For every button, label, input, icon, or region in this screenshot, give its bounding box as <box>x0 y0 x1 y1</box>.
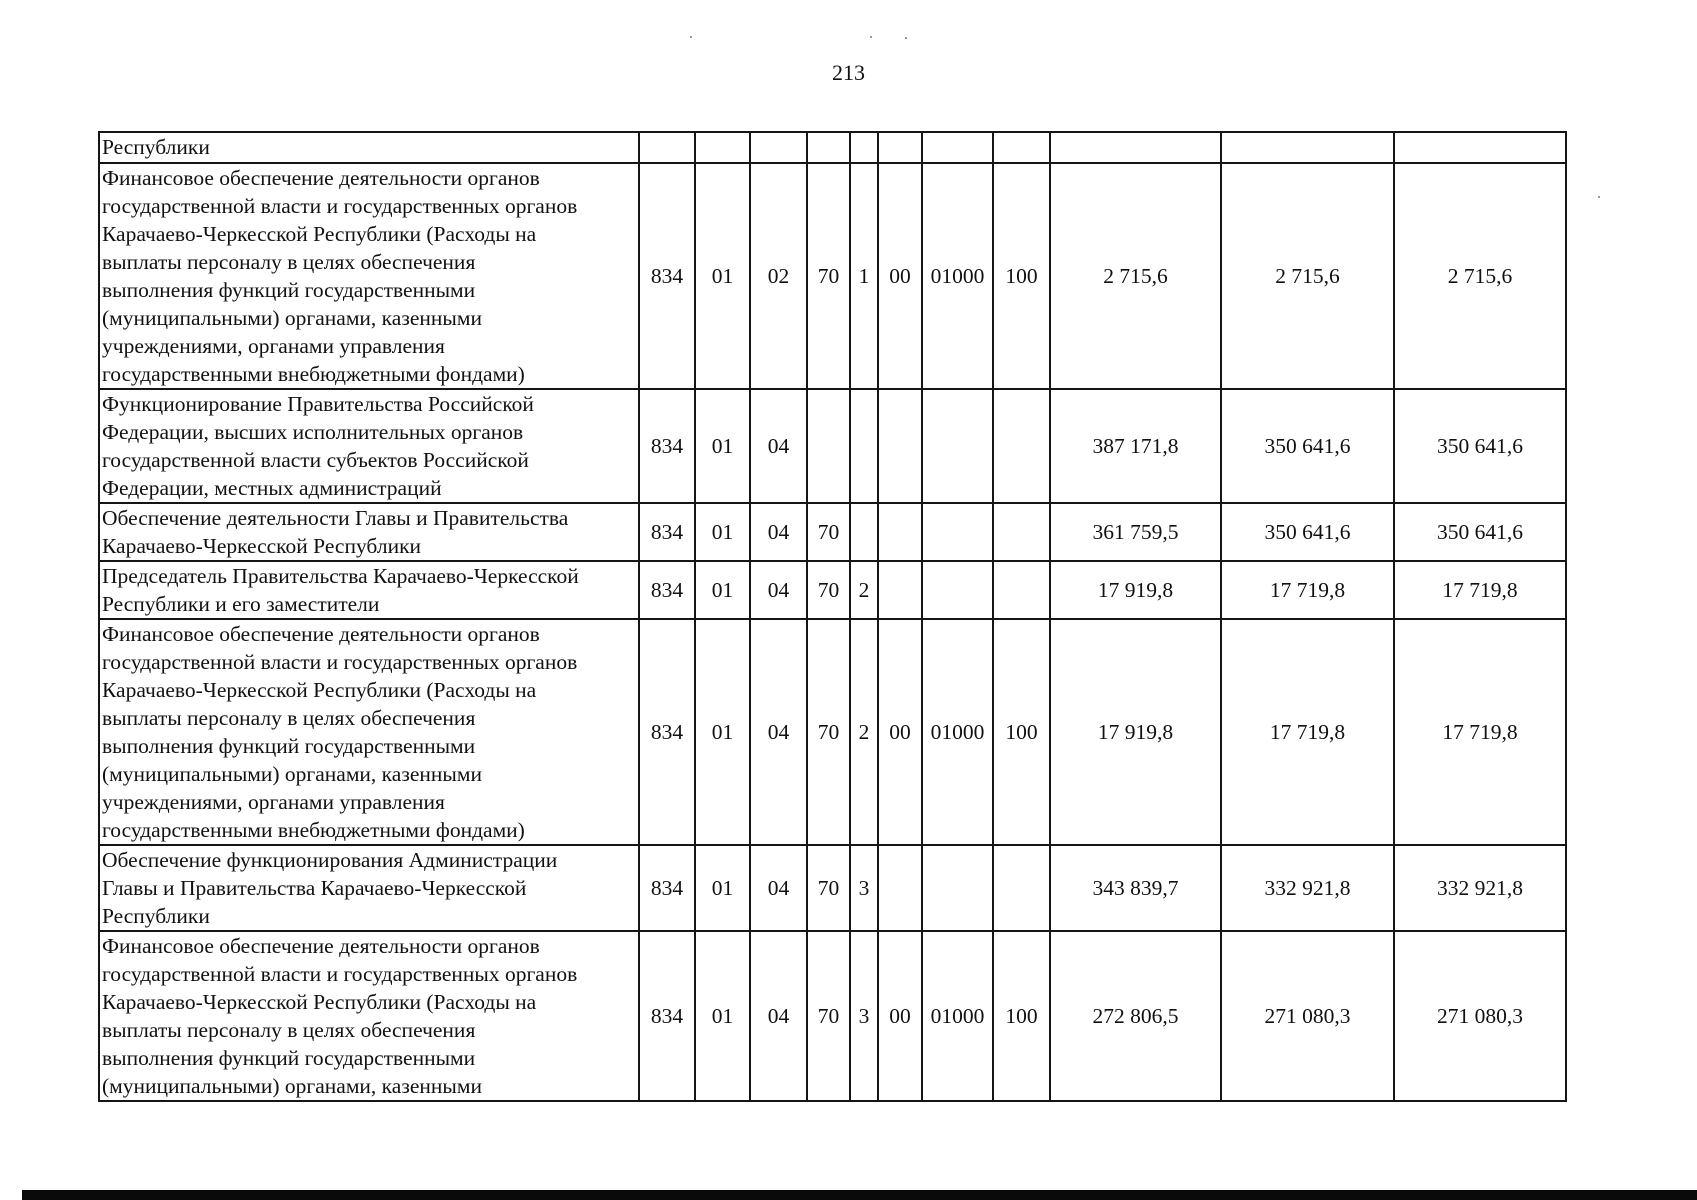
cell-amount-2: 17 719,8 <box>1221 561 1394 619</box>
cell-section <box>695 132 750 163</box>
cell-main-activity: 00 <box>878 931 922 1101</box>
scan-artifact <box>905 37 907 39</box>
cell-expense-type: 100 <box>993 931 1050 1101</box>
description-line: (муниципальными) органами, казенными <box>102 306 482 330</box>
cell-subsection: 02 <box>750 163 807 389</box>
description-line: (муниципальными) органами, казенными <box>102 762 482 786</box>
table-row <box>99 845 1566 931</box>
cell-program: 70 <box>807 619 850 845</box>
cell-subprogram: 3 <box>850 931 878 1101</box>
cell-subsection: 04 <box>750 503 807 561</box>
description-line: выполнения функций государственными <box>102 1046 476 1070</box>
cell-admin-code <box>639 132 695 163</box>
cell-admin-code: 834 <box>639 561 695 619</box>
cell-subprogram <box>850 503 878 561</box>
cell-main-activity <box>878 389 922 503</box>
page-number: 213 <box>832 60 865 85</box>
cell-expense-type: 100 <box>993 619 1050 845</box>
description-line: Республики и его заместители <box>102 592 380 616</box>
cell-subprogram <box>850 132 878 163</box>
description-line: Карачаево-Черкесской Республики (Расходы на <box>102 222 537 246</box>
table-row <box>99 503 1566 561</box>
table-row <box>99 163 1566 389</box>
cell-amount-3: 350 641,6 <box>1394 389 1566 503</box>
cell-direction <box>922 132 993 163</box>
cell-amount-1 <box>1050 132 1221 163</box>
cell-direction: 01000 <box>922 931 993 1101</box>
description-line: Республики <box>102 904 210 928</box>
cell-amount-1: 17 919,8 <box>1050 619 1221 845</box>
row-description <box>99 163 639 389</box>
row-description <box>99 132 639 163</box>
table-row <box>99 931 1566 1101</box>
cell-subsection: 04 <box>750 845 807 931</box>
scan-artifact <box>870 36 872 38</box>
cell-section: 01 <box>695 163 750 389</box>
cell-amount-2: 350 641,6 <box>1221 389 1394 503</box>
cell-admin-code: 834 <box>639 845 695 931</box>
cell-section: 01 <box>695 561 750 619</box>
cell-subsection <box>750 132 807 163</box>
description-line: Председатель Правительства Карачаево-Черкесской <box>102 564 579 588</box>
description-line: государственными внебюджетными фондами) <box>102 818 525 842</box>
cell-subprogram: 3 <box>850 845 878 931</box>
description-line: выплаты персоналу в целях обеспечения <box>102 1018 476 1042</box>
cell-admin-code: 834 <box>639 619 695 845</box>
cell-amount-3: 17 719,8 <box>1394 619 1566 845</box>
cell-section: 01 <box>695 619 750 845</box>
cell-admin-code: 834 <box>639 931 695 1101</box>
row-description <box>99 389 639 503</box>
scan-bottom-edge <box>22 1190 1697 1200</box>
cell-expense-type <box>993 845 1050 931</box>
description-line: Карачаево-Черкесской Республики (Расходы на <box>102 990 537 1014</box>
cell-expense-type <box>993 132 1050 163</box>
cell-main-activity: 00 <box>878 163 922 389</box>
cell-subprogram: 1 <box>850 163 878 389</box>
cell-program <box>807 132 850 163</box>
description-line: учреждениями, органами управления <box>102 790 445 814</box>
cell-admin-code: 834 <box>639 389 695 503</box>
cell-expense-type <box>993 389 1050 503</box>
description-line: Финансовое обеспечение деятельности органов <box>102 622 540 646</box>
row-description <box>99 503 639 561</box>
cell-subsection: 04 <box>750 931 807 1101</box>
cell-subprogram: 2 <box>850 619 878 845</box>
description-line: государственной власти и государственных органов <box>102 194 578 218</box>
description-line: учреждениями, органами управления <box>102 334 445 358</box>
row-description <box>99 561 639 619</box>
table-row <box>99 619 1566 845</box>
description-line: Обеспечение деятельности Главы и Правительства <box>102 506 569 530</box>
cell-main-activity <box>878 845 922 931</box>
description-line: государственными внебюджетными фондами) <box>102 362 525 386</box>
cell-section: 01 <box>695 503 750 561</box>
cell-program: 70 <box>807 163 850 389</box>
cell-amount-3: 350 641,6 <box>1394 503 1566 561</box>
cell-admin-code: 834 <box>639 163 695 389</box>
cell-main-activity: 00 <box>878 619 922 845</box>
cell-main-activity <box>878 132 922 163</box>
cell-subprogram: 2 <box>850 561 878 619</box>
description-line: государственной власти и государственных органов <box>102 650 578 674</box>
cell-admin-code: 834 <box>639 503 695 561</box>
cell-amount-3 <box>1394 132 1566 163</box>
description-line: Финансовое обеспечение деятельности органов <box>102 166 540 190</box>
cell-direction: 01000 <box>922 619 993 845</box>
cell-direction <box>922 389 993 503</box>
cell-amount-1: 17 919,8 <box>1050 561 1221 619</box>
row-description <box>99 845 639 931</box>
cell-direction <box>922 561 993 619</box>
cell-amount-3: 17 719,8 <box>1394 561 1566 619</box>
cell-amount-2: 350 641,6 <box>1221 503 1394 561</box>
table-row <box>99 561 1566 619</box>
description-line: Функционирование Правительства Российской <box>102 392 534 416</box>
cell-amount-2 <box>1221 132 1394 163</box>
cell-expense-type <box>993 561 1050 619</box>
description-line: Обеспечение функционирования Администрации <box>102 848 558 872</box>
description-line: выполнения функций государственными <box>102 278 476 302</box>
cell-expense-type <box>993 503 1050 561</box>
cell-expense-type: 100 <box>993 163 1050 389</box>
cell-amount-3: 271 080,3 <box>1394 931 1566 1101</box>
cell-amount-2: 2 715,6 <box>1221 163 1394 389</box>
table-body <box>99 132 1566 1101</box>
cell-amount-1: 272 806,5 <box>1050 931 1221 1101</box>
scan-artifact <box>1598 196 1600 198</box>
cell-subsection: 04 <box>750 619 807 845</box>
cell-program: 70 <box>807 503 850 561</box>
cell-subprogram <box>850 389 878 503</box>
cell-amount-3: 2 715,6 <box>1394 163 1566 389</box>
scan-artifact <box>690 36 692 38</box>
cell-amount-2: 332 921,8 <box>1221 845 1394 931</box>
cell-subsection: 04 <box>750 389 807 503</box>
description-line: Карачаево-Черкесской Республики (Расходы на <box>102 678 537 702</box>
description-line: Федерации, высших исполнительных органов <box>102 420 524 444</box>
cell-direction <box>922 845 993 931</box>
description-line: Карачаево-Черкесской Республики <box>102 534 422 558</box>
description-line: Главы и Правительства Карачаево-Черкесской <box>102 876 527 900</box>
description-line: выплаты персоналу в целях обеспечения <box>102 706 476 730</box>
cell-section: 01 <box>695 931 750 1101</box>
cell-amount-1: 2 715,6 <box>1050 163 1221 389</box>
cell-amount-1: 361 759,5 <box>1050 503 1221 561</box>
description-line: выплаты персоналу в целях обеспечения <box>102 250 476 274</box>
description-line: Республики <box>102 135 210 159</box>
cell-direction: 01000 <box>922 163 993 389</box>
cell-subsection: 04 <box>750 561 807 619</box>
description-line: (муниципальными) органами, казенными <box>102 1074 482 1098</box>
cell-section: 01 <box>695 389 750 503</box>
table-row <box>99 132 1566 163</box>
cell-program: 70 <box>807 931 850 1101</box>
cell-section: 01 <box>695 845 750 931</box>
description-line: Федерации, местных администраций <box>102 476 442 500</box>
cell-main-activity <box>878 503 922 561</box>
cell-program: 70 <box>807 845 850 931</box>
cell-main-activity <box>878 561 922 619</box>
cell-program <box>807 389 850 503</box>
table-row <box>99 389 1566 503</box>
description-line: выполнения функций государственными <box>102 734 476 758</box>
budget-table <box>98 131 1567 1102</box>
cell-amount-3: 332 921,8 <box>1394 845 1566 931</box>
cell-amount-1: 387 171,8 <box>1050 389 1221 503</box>
cell-direction <box>922 503 993 561</box>
row-description <box>99 931 639 1101</box>
cell-amount-1: 343 839,7 <box>1050 845 1221 931</box>
cell-amount-2: 17 719,8 <box>1221 619 1394 845</box>
description-line: Финансовое обеспечение деятельности органов <box>102 934 540 958</box>
row-description <box>99 619 639 845</box>
cell-program: 70 <box>807 561 850 619</box>
description-line: государственной власти субъектов Российской <box>102 448 529 472</box>
description-line: государственной власти и государственных органов <box>102 962 578 986</box>
cell-amount-2: 271 080,3 <box>1221 931 1394 1101</box>
